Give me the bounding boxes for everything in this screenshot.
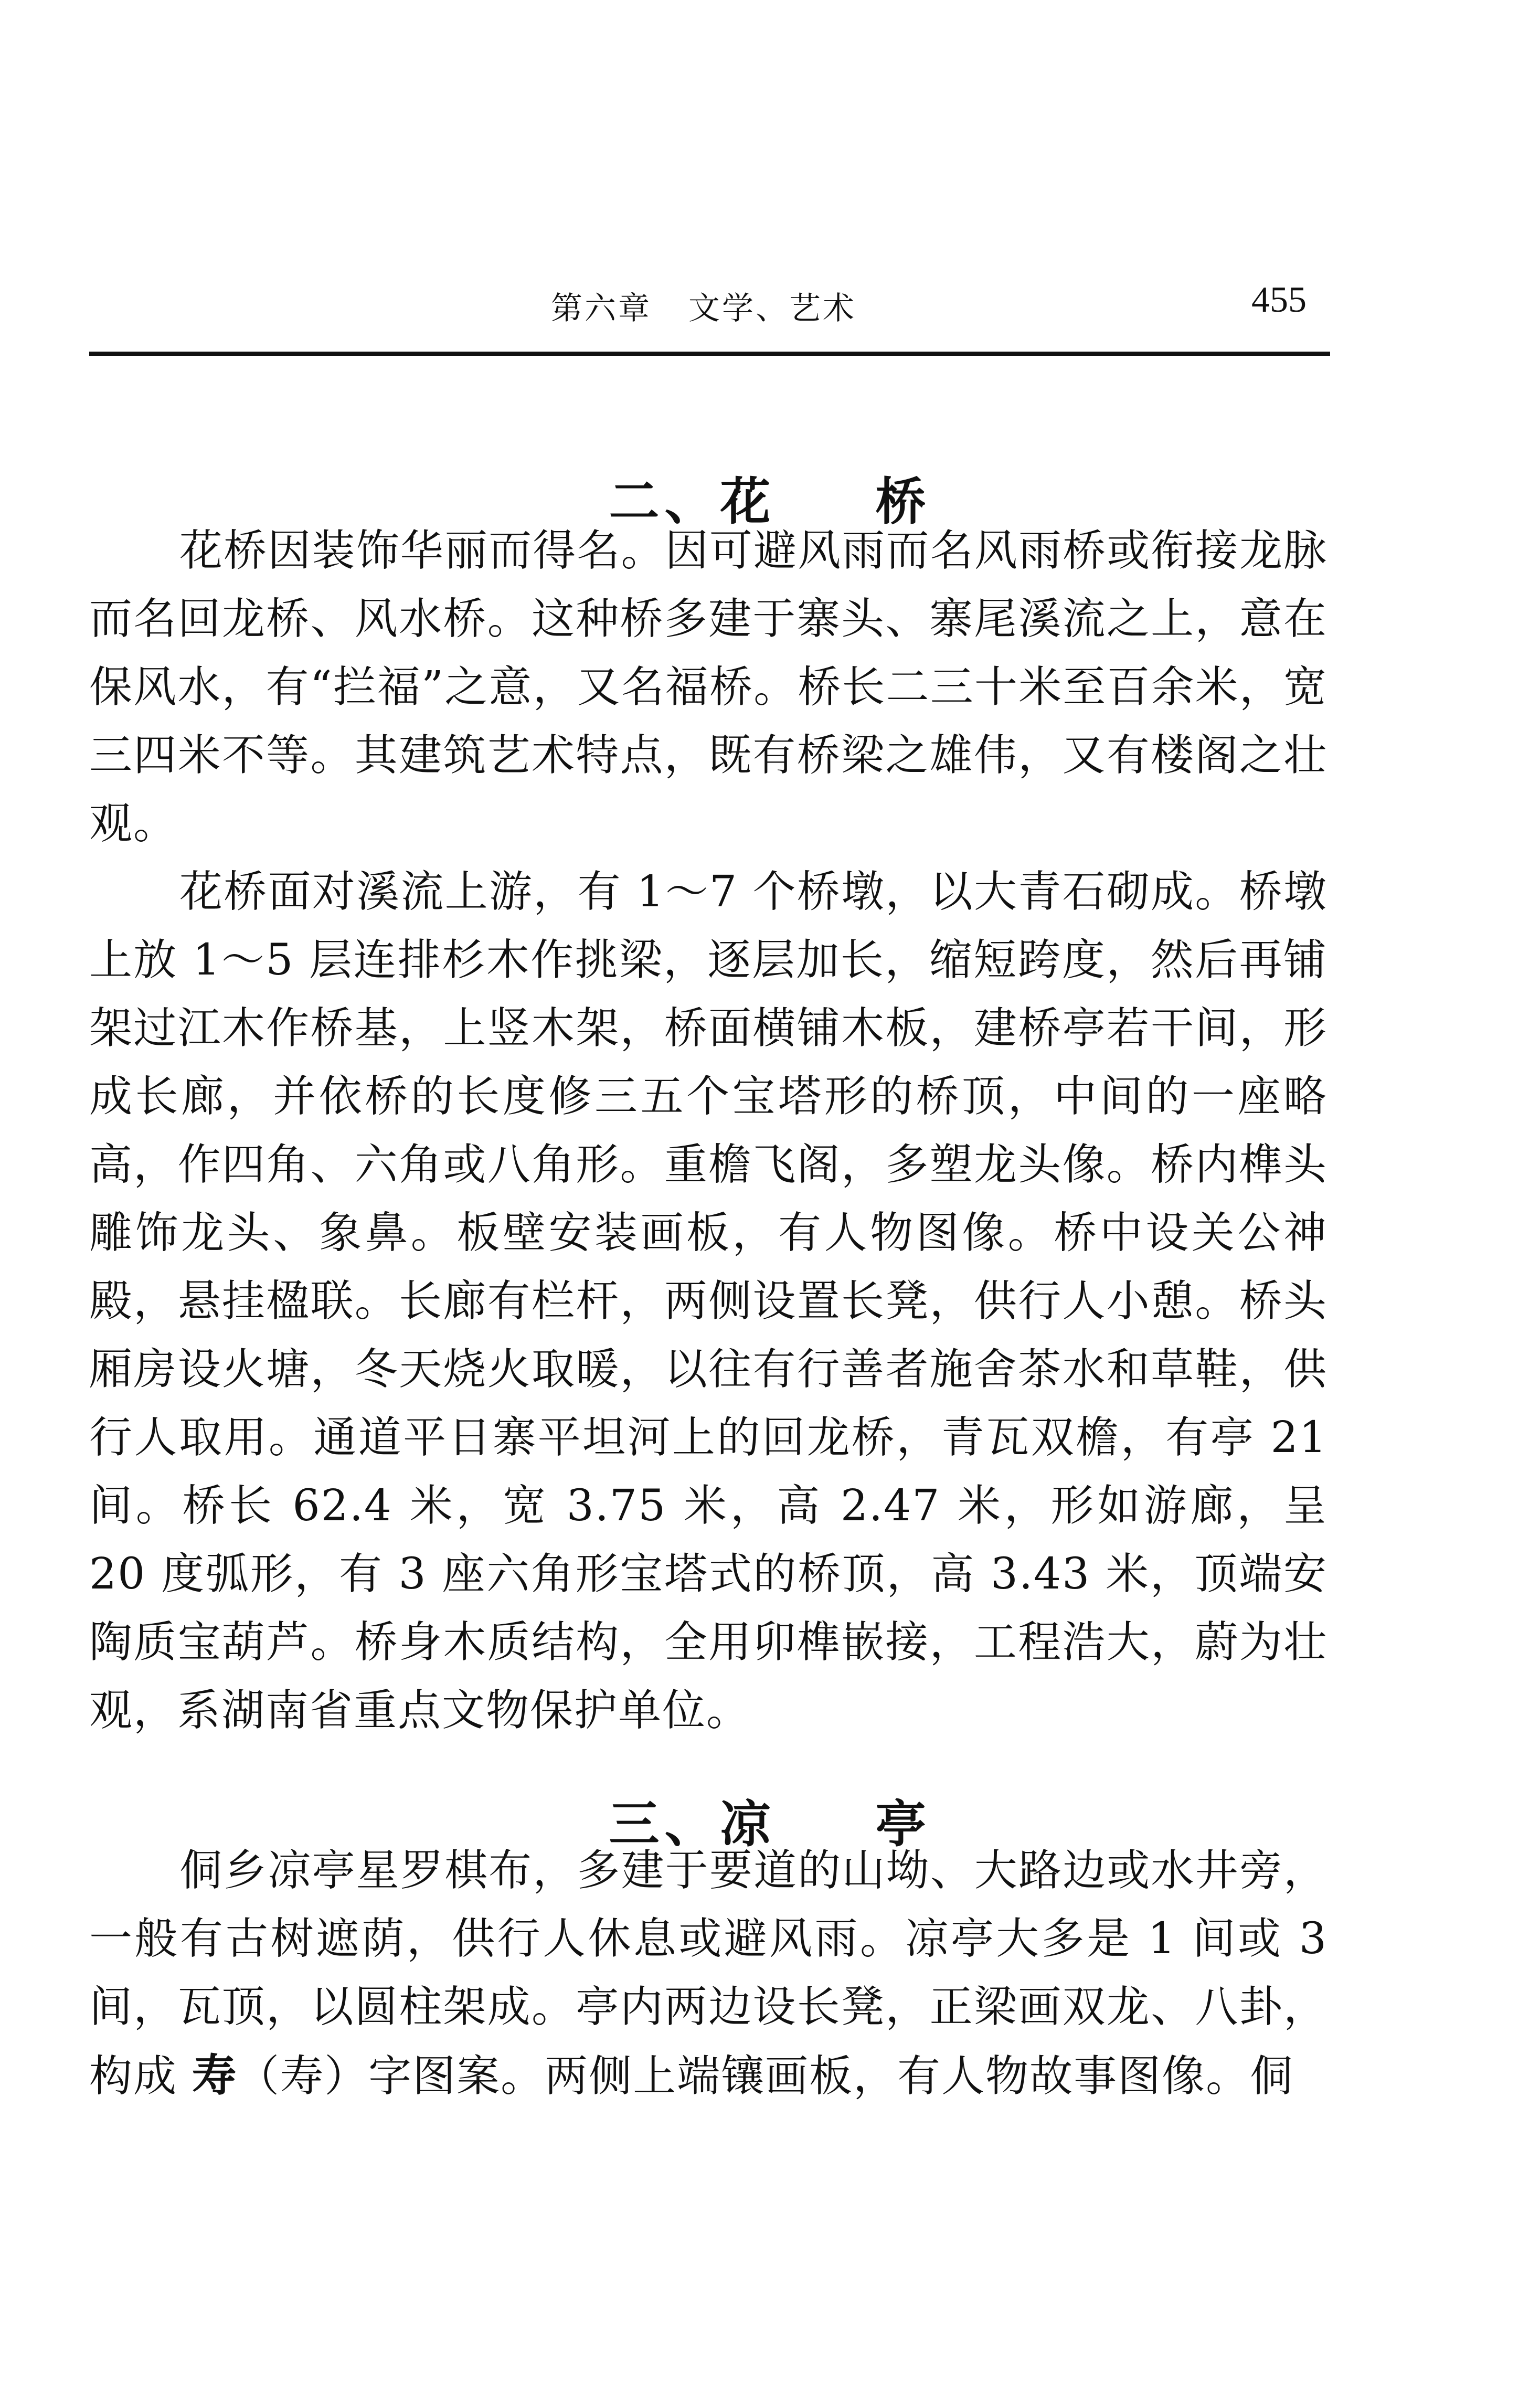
running-title bbox=[551, 283, 856, 329]
paragraph-text: 侗乡凉亭星罗棋布，多建于要道的山坳、大路边或水井旁，一般有古树遮荫，供行人休息或避风雨。凉亭大多是 1 间或 3 间，瓦顶，以圆柱架成。亭内两边设长凳，正梁画双龙、八卦，构成 bbox=[89, 1846, 1327, 2101]
paragraph: 花桥因装饰华丽而得名。因可避风雨而名风雨桥或衔接龙脉而名回龙桥、风水桥。这种桥多建于寨头、寨尾溪流之上，意在保风水，有“拦福”之意，又名福桥。桥长二三十米至百余米，宽三四米不等。其建筑艺术特点，既有桥梁之雄伟，又有楼阁之壮观。 bbox=[89, 526, 1327, 849]
paragraph-text: （寿）字图案。两侧上端镶画板，有人物故事图像。侗 bbox=[236, 2051, 1294, 2101]
heading-suffix: 桥 bbox=[875, 472, 931, 531]
longevity-glyph: 寿 bbox=[192, 2050, 237, 2101]
section-label: 文学、艺术 bbox=[688, 290, 856, 327]
chapter-label: 第六章 bbox=[551, 290, 652, 327]
paragraph bbox=[89, 1837, 1327, 2111]
header-rule bbox=[89, 352, 1330, 356]
heading-prefix: 三、凉 bbox=[609, 1794, 776, 1854]
page-number: 455 bbox=[1251, 280, 1307, 320]
paragraph: 花桥面对溪流上游，有 1～7 个桥墩，以大青石砌成。桥墩上放 1～5 层连排杉木作挑梁，逐层加长，缩短跨度，然后再铺架过江木作桥基，上竖木架，桥面横铺木板，建桥亭若干间，形成长廊，并依桥的长度修三五个宝塔形的桥顶，中间的一座略高，作四角、六角或八角形。重檐飞阁，多塑龙头像。桥内榫头雕饰龙头、象鼻。板壁安装画板，有人物图像。桥中设关公神殿，悬挂楹联。长廊有栏杆，两侧设置长凳，供行人小憩。桥头厢房设火塘，冬天烧火取暖，以往有行善者施舍茶水和草鞋，供行人取用。通道平日寨平坦河上的回龙桥，青瓦双檐，有亭 21 间。桥长 62.4 米，宽 3.75 米，高 2.47 米，形如游廊，呈 20 度弧形，有 3 座六角形宝塔式的桥顶，高 3.43 米，顶端安陶质宝葫芦。桥身木质结构，全用卯榫嵌接，工程浩大，蔚为壮观，系湖南省重点文物保护单位。 bbox=[89, 867, 1327, 1735]
heading-suffix: 亭 bbox=[875, 1794, 931, 1854]
heading-prefix: 二、花 bbox=[609, 472, 776, 531]
running-head bbox=[89, 280, 1327, 327]
